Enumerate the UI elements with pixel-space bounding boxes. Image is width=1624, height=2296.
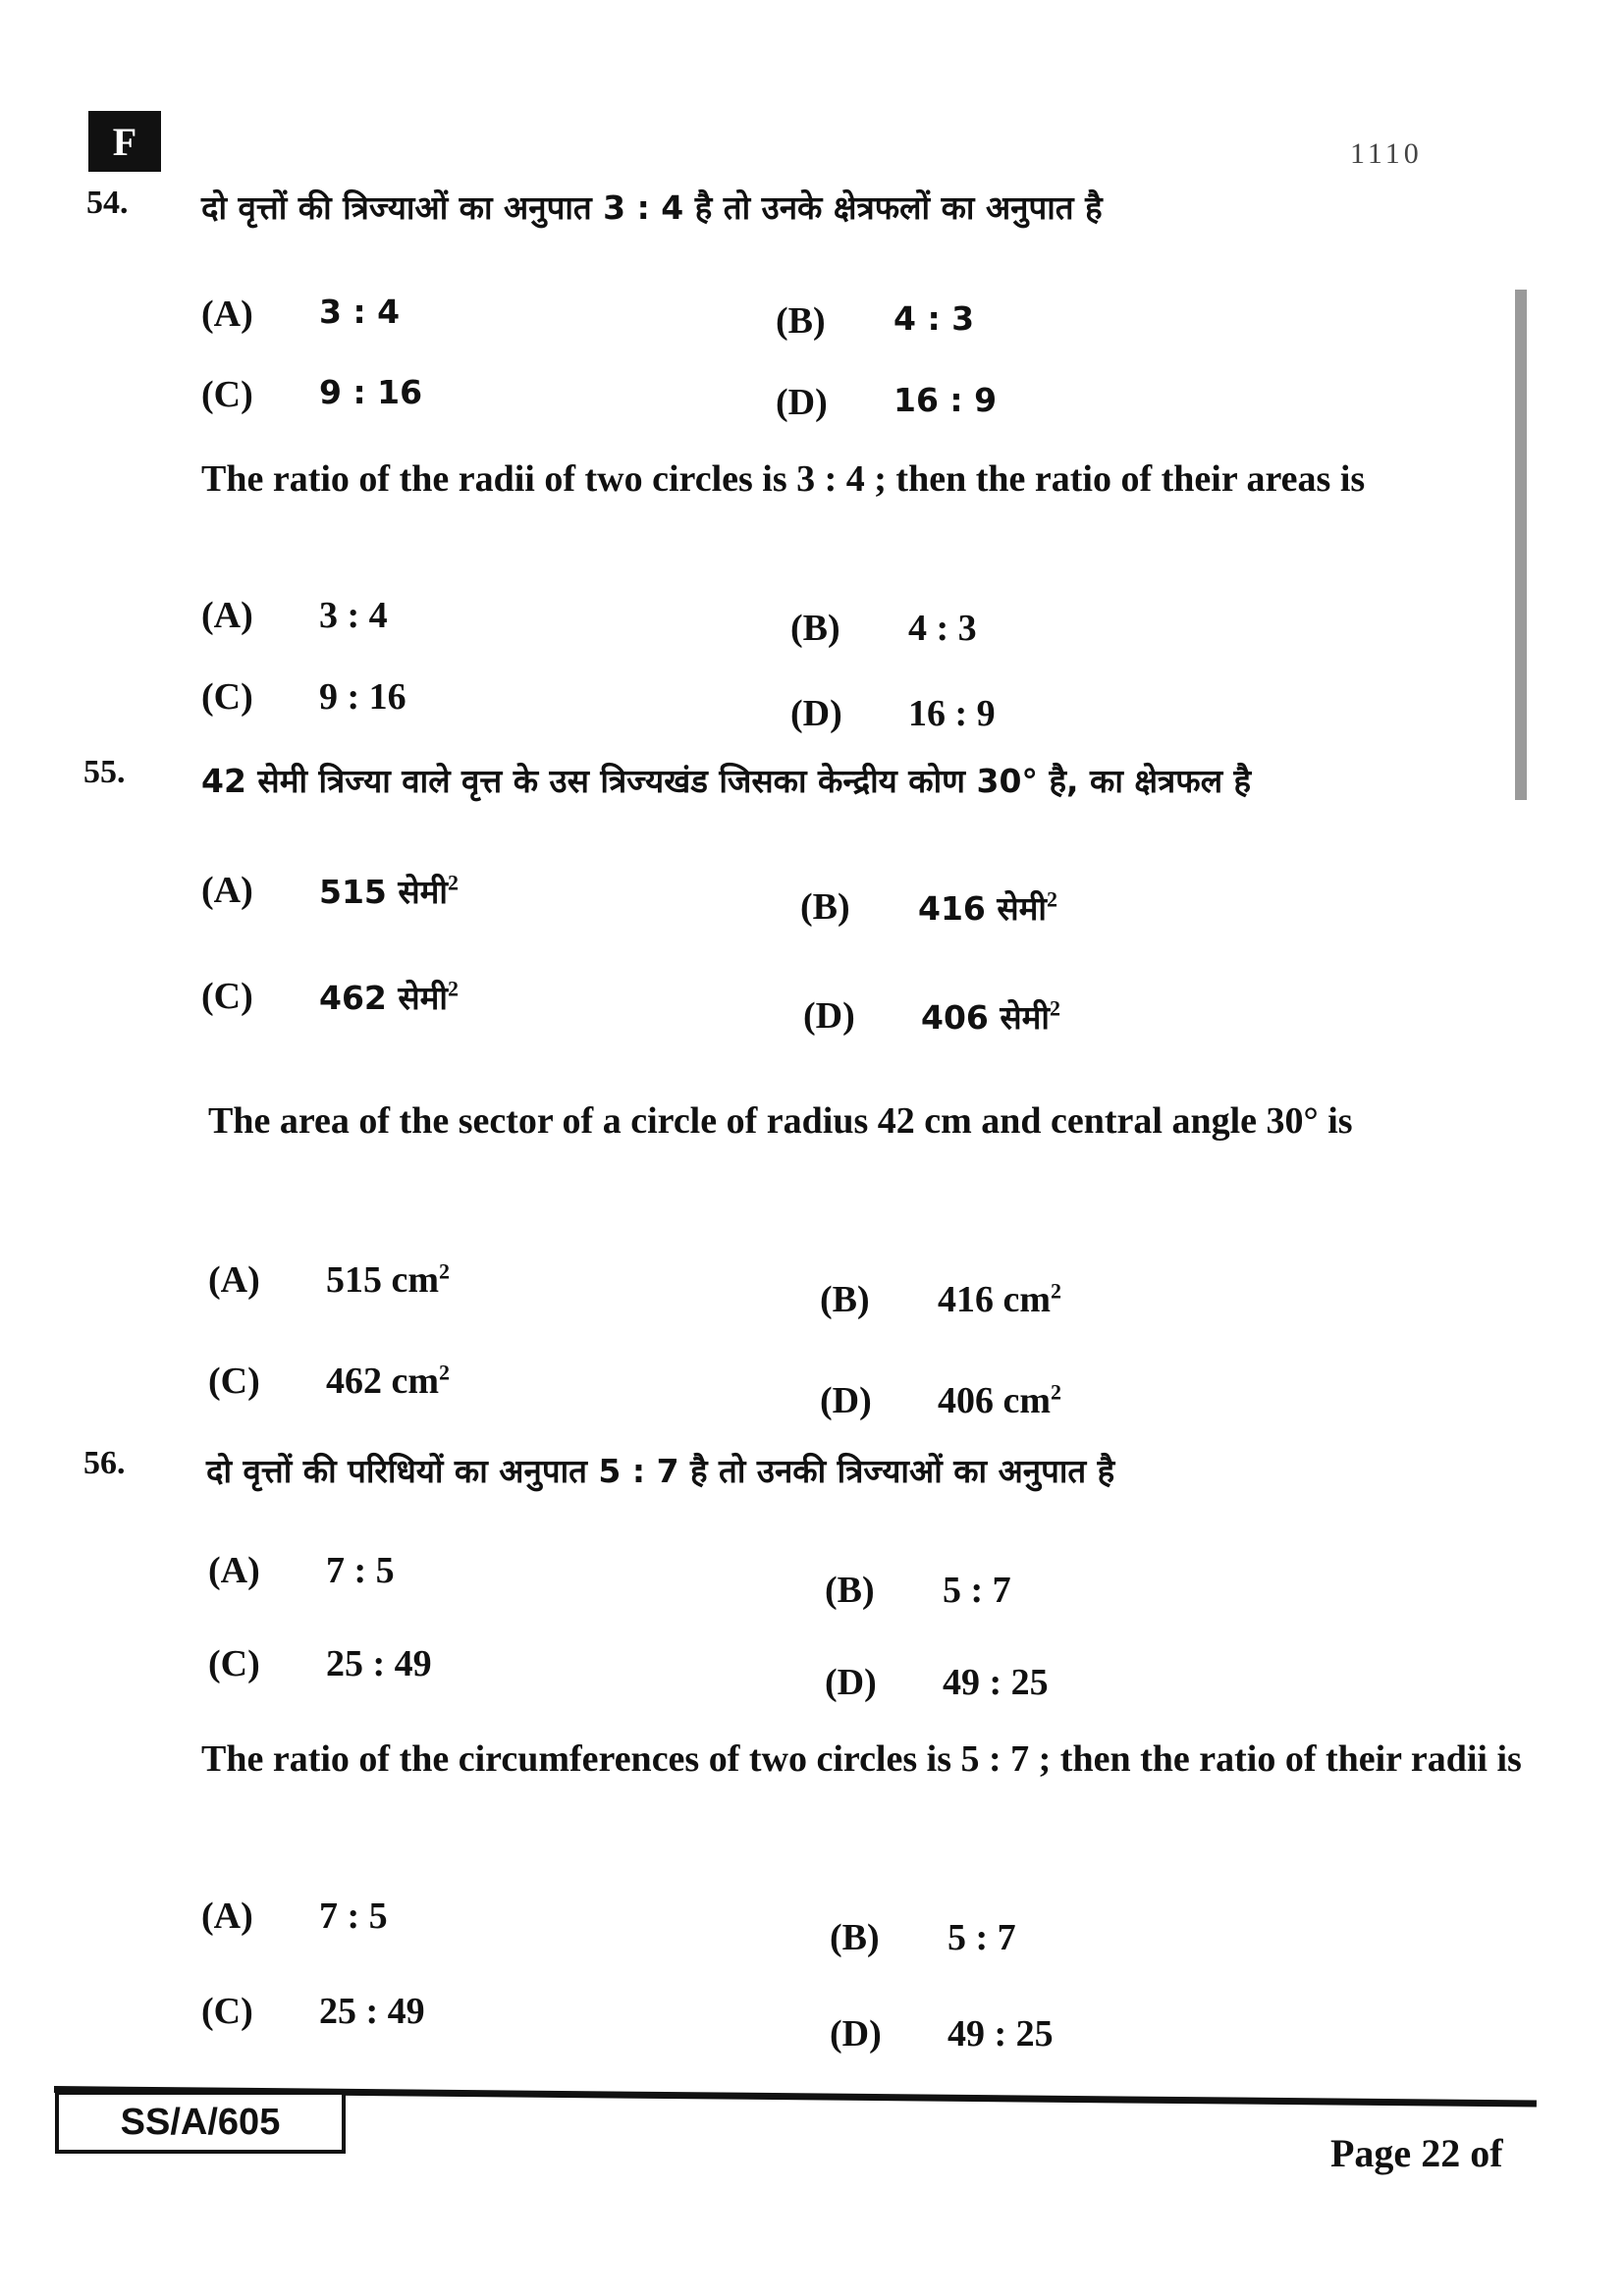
question-number: 54.: [86, 185, 129, 221]
option-value: 416 cm: [938, 1279, 1052, 1320]
option-a: [201, 869, 459, 913]
option-value: 5 : 7: [943, 1570, 1011, 1611]
question-text-english: The ratio of the circumferences of two circles is 5 : 7 ; then the ratio of their radii is: [201, 1738, 1522, 1780]
option-label: (B): [790, 608, 840, 649]
superscript: 2: [1049, 995, 1060, 1021]
option-value: 7 : 5: [326, 1550, 395, 1591]
option-b: [790, 607, 977, 650]
option-a: [201, 594, 388, 637]
option-d: [790, 692, 996, 735]
option-d: [830, 2012, 1054, 2056]
question-text-hindi: दो वृत्तों की परिधियों का अनुपात 5 : 7 है तो उनकी त्रिज्याओं का अनुपात है: [206, 1452, 1115, 1490]
option-label: (C): [201, 374, 253, 415]
option-value: 25 : 49: [326, 1643, 432, 1684]
question-text-hindi: 42 सेमी त्रिज्या वाले वृत्त के उस त्रिज्यखंड जिसका केन्द्रीय कोण 30° है, का क्षेत्रफल है: [201, 762, 1252, 800]
superscript: 2: [1051, 1278, 1062, 1304]
superscript: 2: [439, 1360, 451, 1385]
option-b: [825, 1569, 1011, 1612]
option-label: (A): [201, 595, 253, 636]
option-value: 3 : 4: [319, 293, 401, 331]
option-label: (B): [800, 886, 850, 928]
option-label: (D): [825, 1662, 877, 1703]
code-stamp: 1110: [1350, 137, 1423, 170]
option-d: [776, 381, 997, 424]
question-number: 56.: [83, 1445, 126, 1481]
option-b: [776, 299, 974, 343]
option-a: [208, 1258, 450, 1302]
option-d: [803, 994, 1060, 1039]
question-text-hindi: दो वृत्तों की त्रिज्याओं का अनुपात 3 : 4 है तो उनके क्षेत्रफलों का अनुपात है: [201, 188, 1103, 227]
set-label-badge: F: [88, 111, 161, 172]
option-label: (A): [208, 1259, 260, 1301]
option-label: (B): [776, 300, 826, 342]
option-a: [201, 1895, 388, 1938]
option-label: (C): [208, 1643, 260, 1684]
option-b: [820, 1278, 1061, 1321]
option-label: (B): [830, 1917, 880, 1958]
superscript: 2: [439, 1258, 451, 1284]
option-a: [208, 1549, 395, 1592]
option-value: 4 : 3: [908, 608, 977, 649]
option-value: 7 : 5: [319, 1896, 388, 1937]
option-label: (B): [825, 1570, 875, 1611]
option-value: 406 सेमी: [921, 998, 1050, 1037]
option-value: 462 cm: [326, 1361, 440, 1402]
option-value: 9 : 16: [319, 676, 406, 718]
option-label: (A): [201, 1896, 253, 1937]
option-value: 416 सेमी: [918, 889, 1047, 928]
question-text-english: The ratio of the radii of two circles is 3 : 4 ; then the ratio of their areas is: [201, 458, 1366, 500]
superscript: 2: [1046, 886, 1057, 912]
option-label: (A): [201, 294, 253, 335]
option-c: [208, 1642, 432, 1685]
question-text-english: The area of the sector of a circle of radius 42 cm and central angle 30° is: [208, 1100, 1353, 1142]
option-label: (C): [201, 676, 253, 718]
option-c: [201, 1990, 425, 2033]
option-value: 9 : 16: [319, 373, 423, 411]
option-value: 406 cm: [938, 1380, 1052, 1421]
option-label: (D): [820, 1380, 872, 1421]
option-label: (C): [201, 976, 253, 1017]
option-label: (D): [830, 2013, 882, 2055]
option-b: [830, 1916, 1016, 1959]
option-c: [201, 373, 422, 416]
option-c: [201, 675, 406, 719]
scan-edge-shadow: [1515, 290, 1527, 800]
option-value: 16 : 9: [893, 381, 998, 419]
option-d: [825, 1661, 1049, 1704]
option-value: 515 cm: [326, 1259, 440, 1301]
option-value: 3 : 4: [319, 595, 388, 636]
question-number: 55.: [83, 754, 126, 790]
superscript: 2: [447, 870, 459, 895]
option-value: 49 : 25: [947, 2013, 1054, 2055]
option-value: 25 : 49: [319, 1991, 425, 2032]
option-label: (C): [208, 1361, 260, 1402]
option-value: 4 : 3: [893, 299, 975, 338]
option-value: 515 सेमी: [319, 873, 448, 911]
option-c: [208, 1360, 450, 1403]
option-label: (D): [776, 382, 828, 423]
superscript: 2: [447, 976, 459, 1001]
option-label: (A): [208, 1550, 260, 1591]
option-label: (D): [803, 995, 855, 1037]
option-value: 49 : 25: [943, 1662, 1049, 1703]
option-label: (A): [201, 870, 253, 911]
option-c: [201, 975, 459, 1019]
option-label: (D): [790, 693, 842, 734]
option-label: (C): [201, 1991, 253, 2032]
option-b: [800, 885, 1057, 930]
option-value: 462 सेमी: [319, 979, 448, 1017]
option-value: 5 : 7: [947, 1917, 1016, 1958]
page-number: Page 22 of: [1330, 2131, 1503, 2175]
option-value: 16 : 9: [908, 693, 996, 734]
superscript: 2: [1051, 1379, 1062, 1405]
option-label: (B): [820, 1279, 870, 1320]
option-d: [820, 1379, 1061, 1422]
paper-code-box: SS/A/605: [55, 2091, 346, 2154]
option-a: [201, 293, 400, 336]
